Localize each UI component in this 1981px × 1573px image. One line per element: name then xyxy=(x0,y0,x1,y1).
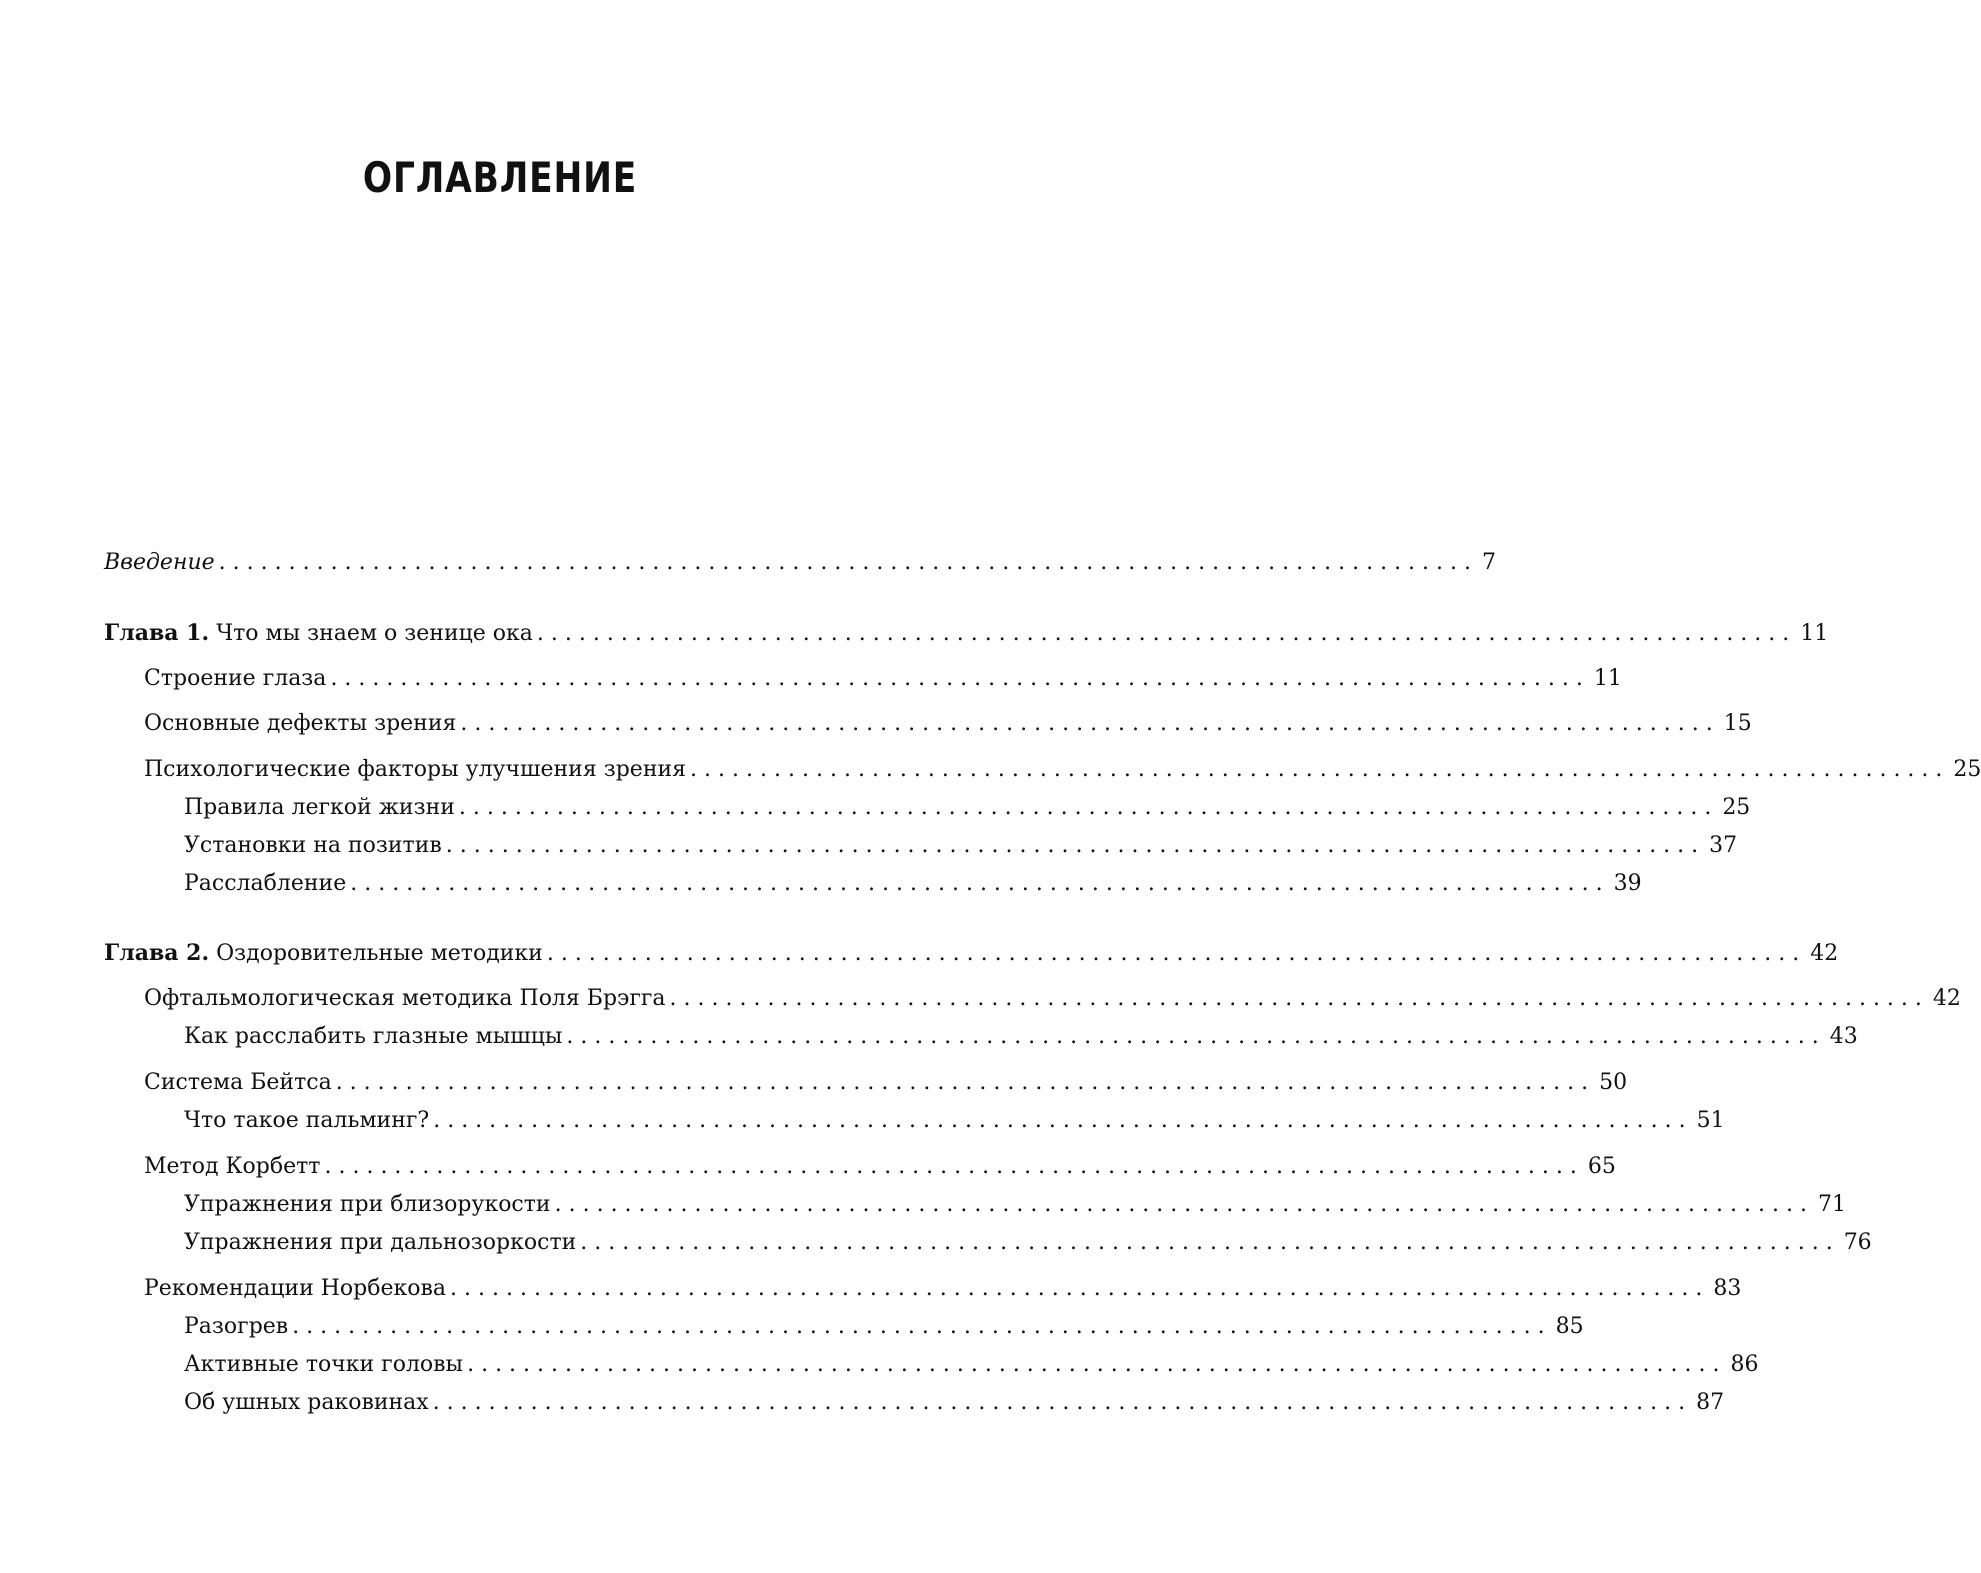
toc-entry-label: Система Бейтса xyxy=(144,1070,332,1095)
toc-entry-label: Установки на позитив xyxy=(184,833,442,858)
toc-entry-page: 43 xyxy=(1829,1024,1858,1049)
toc-entry-psychological-factors[interactable] xyxy=(144,753,1981,787)
toc-entry-page: 42 xyxy=(1810,941,1839,966)
toc-entry-page: 71 xyxy=(1817,1192,1846,1217)
toc-entry-page: 42 xyxy=(1932,986,1961,1011)
toc-entry-page: 39 xyxy=(1613,871,1642,896)
dot-leader: .......................................................................................... xyxy=(350,871,1610,896)
toc-entry-page: 65 xyxy=(1587,1154,1616,1179)
dot-leader: .......................................................................................... xyxy=(690,757,1950,782)
toc-entry-head-active-points[interactable] xyxy=(184,1348,1759,1382)
toc-entry-page: 50 xyxy=(1599,1070,1628,1095)
toc-entry-label: Как расслабить глазные мышцы xyxy=(184,1024,563,1049)
dot-leader: .......................................................................................... xyxy=(467,1352,1727,1377)
toc-entry-label: Что такое пальминг? xyxy=(184,1108,430,1133)
toc-entry-hyperopia-exercises[interactable] xyxy=(184,1226,1872,1260)
toc-entry-page: 7 xyxy=(1482,550,1497,575)
page-title: ОГЛАВЛЕНИЕ xyxy=(362,153,638,202)
toc-entry-page: 11 xyxy=(1800,621,1829,646)
dot-leader: .......................................................................................... xyxy=(330,666,1590,691)
toc-entry-bragg-method[interactable] xyxy=(144,982,1961,1016)
toc-entry-label xyxy=(104,936,543,971)
toc-entry-page: 25 xyxy=(1722,795,1751,820)
toc-entry-label: Упражнения при близорукости xyxy=(184,1192,551,1217)
toc-entry-eye-structure[interactable] xyxy=(144,662,1622,696)
dot-leader: .......................................................................................... xyxy=(432,1390,1693,1415)
dot-leader: .......................................................................................... xyxy=(292,1314,1552,1339)
toc-entry-page: 15 xyxy=(1723,711,1752,736)
toc-entry-warmup[interactable] xyxy=(184,1310,1584,1344)
toc-entry-chapter-1[interactable] xyxy=(104,616,1829,650)
toc-entry-label: Рекомендации Норбекова xyxy=(144,1276,447,1301)
toc-entry-label: Активные точки головы xyxy=(184,1352,464,1377)
toc-entry-label: Психологические факторы улучшения зрения xyxy=(144,757,687,782)
toc-entry-label: Строение глаза xyxy=(144,666,327,691)
toc-entry-page: 87 xyxy=(1696,1390,1725,1415)
dot-leader: .......................................................................................... xyxy=(458,795,1719,820)
toc-entry-label: Разогрев xyxy=(184,1314,289,1339)
toc-entry-bates-system[interactable] xyxy=(144,1066,1628,1100)
dot-leader: .......................................................................................... xyxy=(580,1230,1840,1255)
dot-leader: .......................................................................................... xyxy=(445,833,1706,858)
toc-entry-page: 76 xyxy=(1843,1230,1872,1255)
dot-leader: .......................................................................................... xyxy=(324,1154,1584,1179)
toc-entry-page: 85 xyxy=(1555,1314,1584,1339)
dot-leader: .......................................................................................... xyxy=(554,1192,1814,1217)
toc-entry-page: 37 xyxy=(1709,833,1738,858)
toc-entry-label: Расслабление xyxy=(184,871,347,896)
dot-leader: .......................................................................................... xyxy=(546,941,1807,966)
toc-entry-auricles[interactable] xyxy=(184,1386,1725,1420)
dot-leader: .......................................................................................... xyxy=(566,1024,1826,1049)
toc-entry-palming[interactable] xyxy=(184,1104,1725,1138)
toc-entry-chapter-2[interactable] xyxy=(104,936,1839,970)
toc-entry-introduction[interactable] xyxy=(104,546,1497,580)
toc-entry-page: 86 xyxy=(1730,1352,1759,1377)
dot-leader: .......................................................................................... xyxy=(335,1070,1596,1095)
toc-entry-page: 83 xyxy=(1713,1276,1742,1301)
toc-entry-page: 11 xyxy=(1593,666,1622,691)
toc-entry-positive-settings[interactable] xyxy=(184,829,1738,863)
toc-entry-easy-life-rules[interactable] xyxy=(184,791,1751,825)
chapter-title: Что мы знаем о зенице ока xyxy=(209,621,533,646)
dot-leader: .......................................................................................... xyxy=(433,1108,1693,1133)
toc-entry-label: Правила легкой жизни xyxy=(184,795,455,820)
chapter-title: Оздоровительные методики xyxy=(209,941,543,966)
toc-entry-label: Метод Корбетт xyxy=(144,1154,321,1179)
dot-leader: .......................................................................................... xyxy=(450,1276,1710,1301)
toc-entry-corbett-method[interactable] xyxy=(144,1150,1616,1184)
toc-entry-vision-defects[interactable] xyxy=(144,707,1752,741)
toc-entry-norbekov-recommendations[interactable] xyxy=(144,1272,1742,1306)
dot-leader: .......................................................................................... xyxy=(669,986,1929,1011)
toc-entry-label: Введение xyxy=(104,550,215,575)
dot-leader: .......................................................................................... xyxy=(460,711,1720,736)
toc-entry-myopia-exercises[interactable] xyxy=(184,1188,1846,1222)
chapter-prefix: Глава 2. xyxy=(104,940,210,966)
toc-entry-label: Офтальмологическая методика Поля Брэгга xyxy=(144,986,666,1011)
toc-entry-label: Основные дефекты зрения xyxy=(144,711,457,736)
toc-entry-label: Об ушных раковинах xyxy=(184,1390,429,1415)
toc-entry-page: 51 xyxy=(1696,1108,1725,1133)
toc-entry-label: Упражнения при дальнозоркости xyxy=(184,1230,577,1255)
toc-entry-relaxation[interactable] xyxy=(184,867,1642,901)
toc-entry-relax-eye-muscles[interactable] xyxy=(184,1020,1858,1054)
dot-leader: .......................................................................................... xyxy=(218,550,1479,575)
toc-entry-page: 25 xyxy=(1953,757,1981,782)
dot-leader: .......................................................................................... xyxy=(536,621,1797,646)
chapter-prefix: Глава 1. xyxy=(104,620,210,646)
toc-entry-label xyxy=(104,616,533,651)
